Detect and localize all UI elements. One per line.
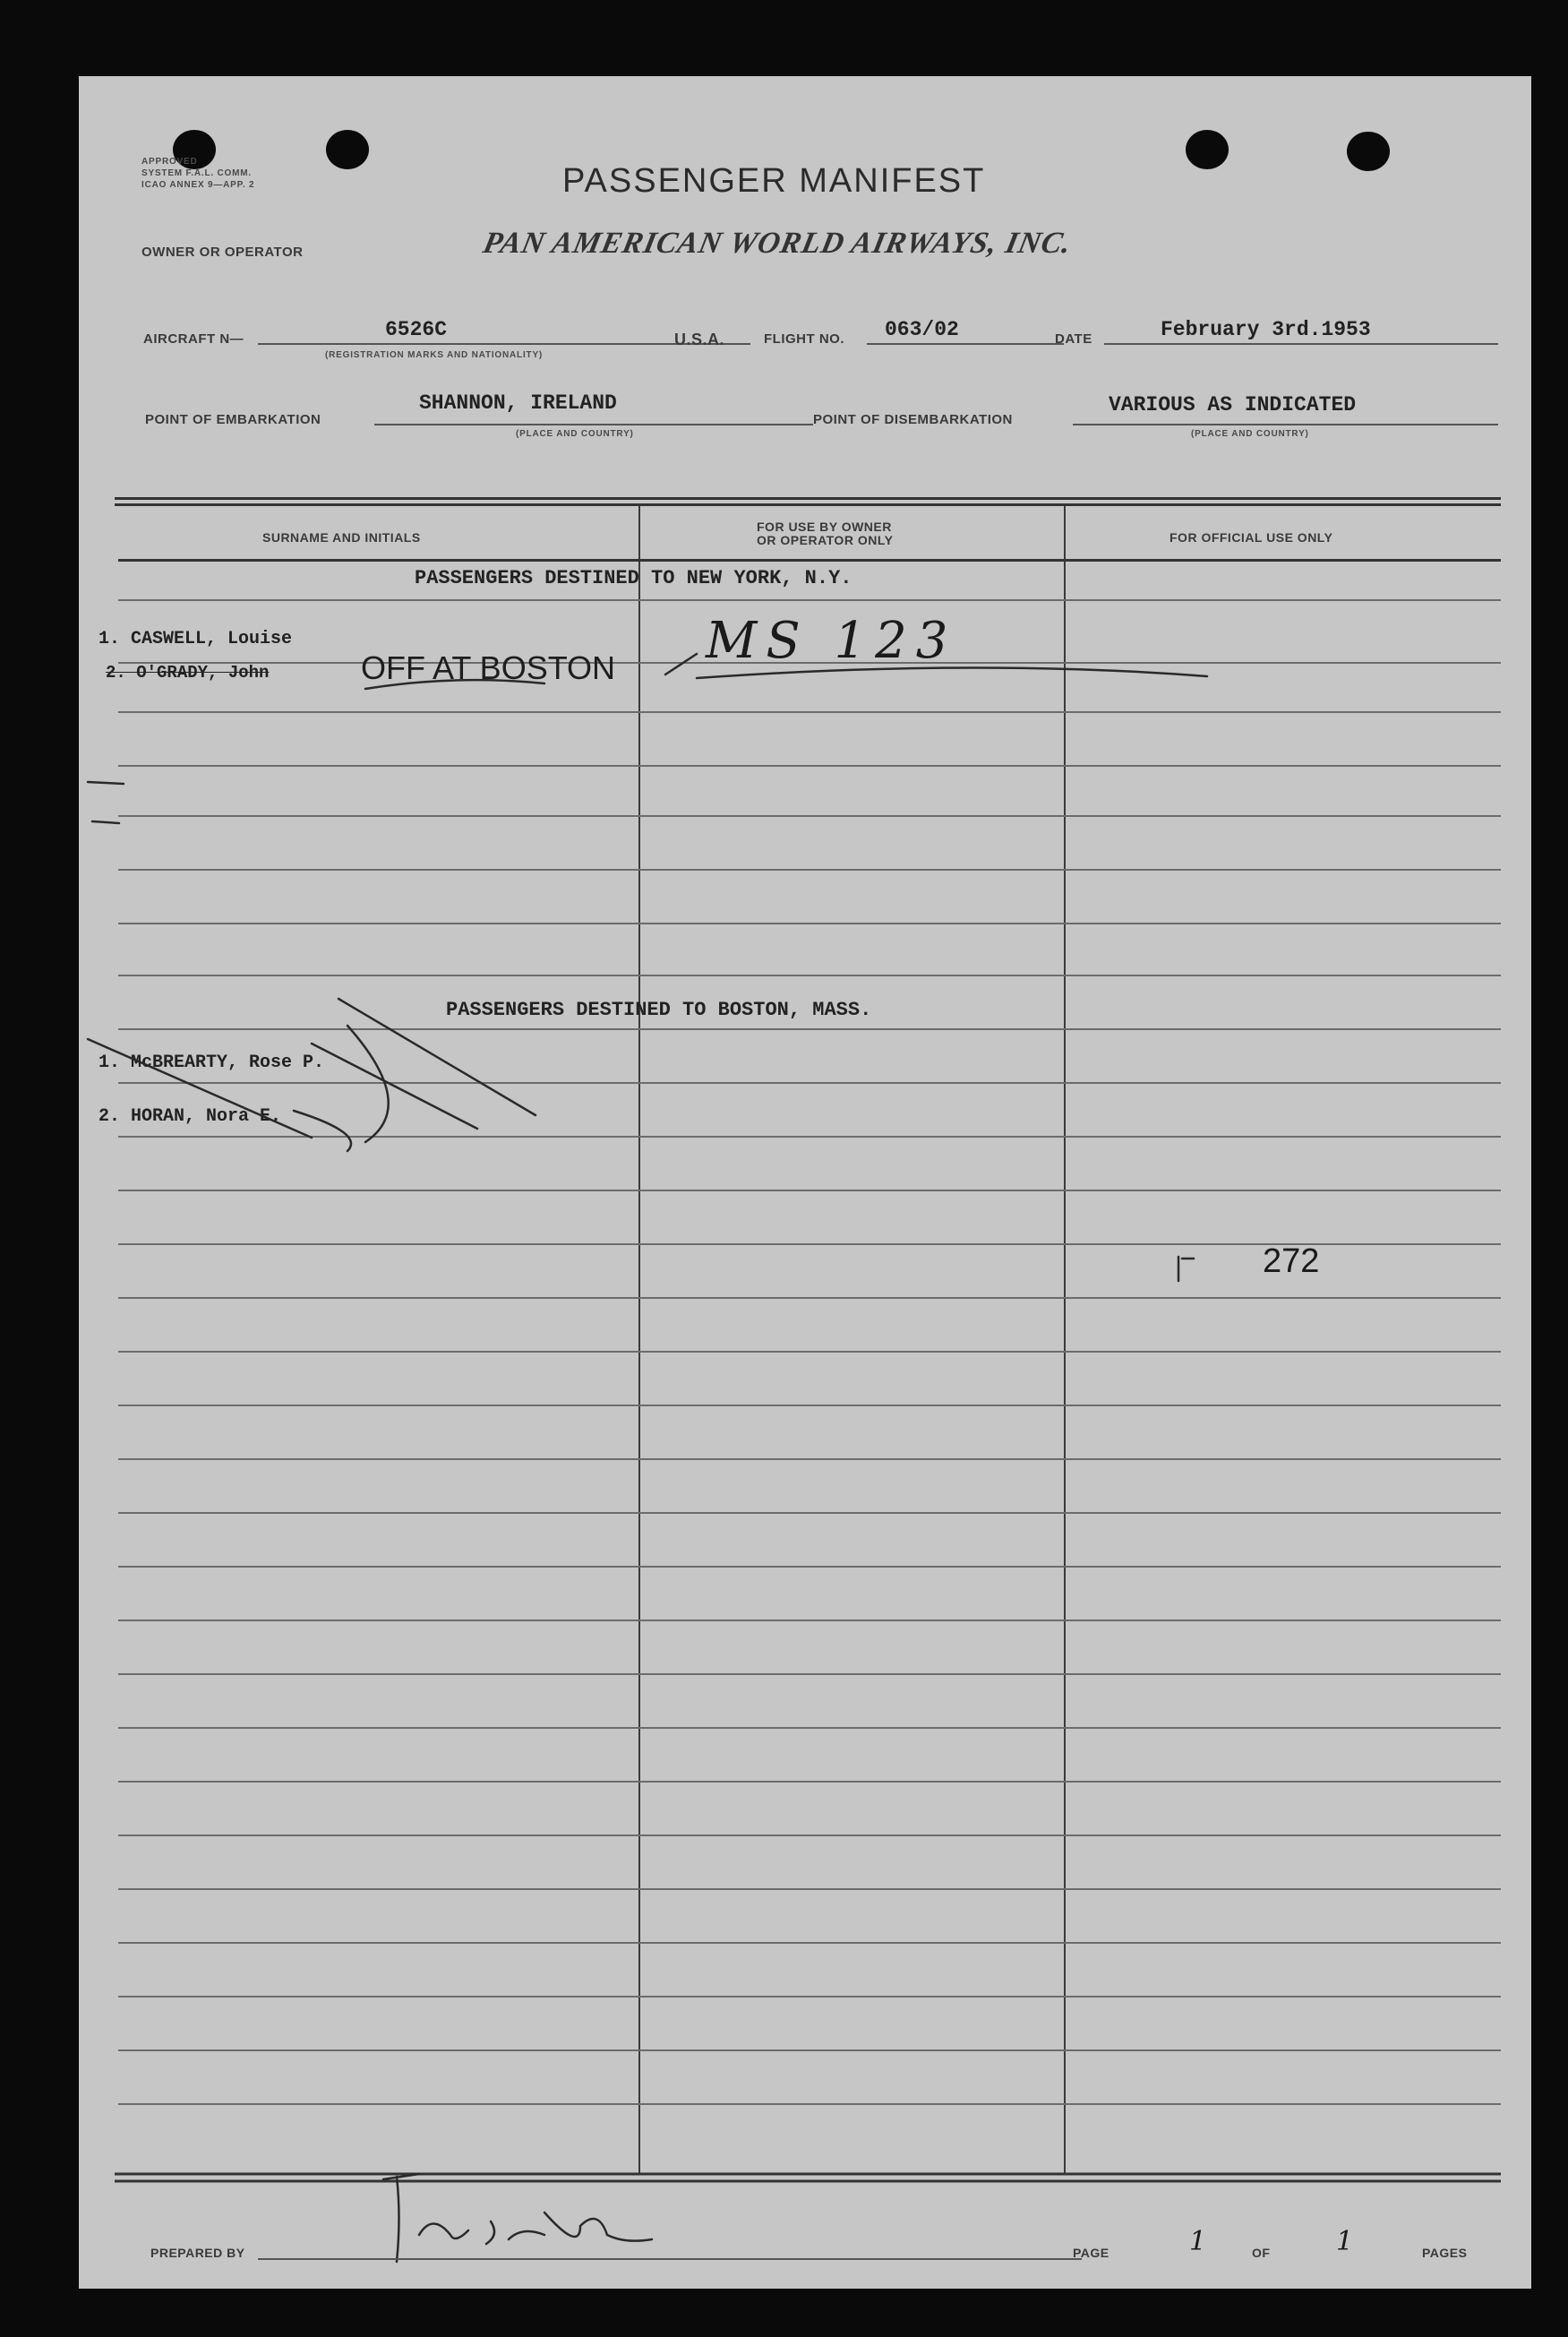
margin-mark (88, 782, 124, 823)
date-label: DATE (1055, 331, 1092, 347)
flight-value: 063/02 (885, 318, 959, 341)
strike-mark (365, 680, 544, 689)
disembark-label: POINT OF DISEMBARKATION (813, 412, 1013, 427)
group-heading-boston: PASSENGERS DESTINED TO BOSTON, MASS. (446, 999, 872, 1021)
disembark-value: VARIOUS AS INDICATED (1109, 393, 1357, 417)
prepared-label: PREPARED BY (150, 2246, 245, 2260)
prepared-line (258, 2258, 1082, 2260)
column-header-surname: SURNAME AND INITIALS (262, 530, 421, 545)
of-label: OF (1252, 2246, 1271, 2260)
official-number: 272 (1263, 1242, 1320, 1280)
aircraft-value: 6526C (385, 318, 448, 341)
pages-label: PAGES (1422, 2246, 1468, 2260)
passenger-entry: 1. McBREARTY, Rose P. (99, 1053, 325, 1073)
column-header-owner-use-1: FOR USE BY OWNER (757, 520, 892, 534)
approval-line-1: APPROVED (141, 157, 198, 167)
passenger-entry: 2. HORAN, Nora E. (99, 1106, 282, 1127)
of-value: 1 (1336, 2226, 1354, 2257)
embark-label: POINT OF EMBARKATION (145, 412, 321, 427)
page-value: 1 (1189, 2226, 1207, 2257)
underline-mark (697, 667, 1207, 678)
owner-label: OWNER OR OPERATOR (141, 245, 304, 260)
scribble-mark (88, 999, 536, 1151)
disembark-caption: (PLACE AND COUNTRY) (1191, 429, 1309, 439)
usa-label: U.S.A. (674, 331, 725, 348)
owner-value: PAN AMERICAN WORLD AIRWAYS, INC. (480, 227, 1075, 260)
approval-line-3: ICAO ANNEX 9—APP. 2 (141, 180, 255, 190)
page-label: PAGE (1073, 2246, 1110, 2260)
check-mark (665, 654, 697, 674)
embark-caption: (PLACE AND COUNTRY) (516, 429, 634, 439)
official-mark (1178, 1257, 1194, 1281)
column-header-owner-use-2: OR OPERATOR ONLY (757, 533, 894, 547)
approval-line-2: SYSTEM F.A.L. COMM. (141, 168, 252, 178)
manifest-sheet (79, 76, 1531, 2289)
embark-value: SHANNON, IRELAND (419, 391, 617, 415)
ink-marks (79, 76, 1531, 2289)
date-value: February 3rd.1953 (1161, 318, 1371, 341)
registration-caption: (REGISTRATION MARKS AND NATIONALITY) (325, 350, 544, 360)
off-at-boston-stamp: OFF AT BOSTON (361, 649, 616, 686)
group-heading-new-york: PASSENGERS DESTINED TO NEW YORK, N.Y. (415, 567, 853, 589)
passenger-entry: 1. CASWELL, Louise (99, 629, 293, 649)
aircraft-label: AIRCRAFT N— (143, 331, 244, 347)
page-title: PASSENGER MANIFEST (562, 162, 986, 200)
signature (383, 2174, 652, 2262)
flight-label: FLIGHT NO. (764, 331, 844, 347)
handwritten-note: MS 123 (706, 612, 957, 670)
column-header-official: FOR OFFICIAL USE ONLY (1170, 530, 1333, 545)
passenger-entry: 2. O'GRADY, John (106, 663, 270, 683)
